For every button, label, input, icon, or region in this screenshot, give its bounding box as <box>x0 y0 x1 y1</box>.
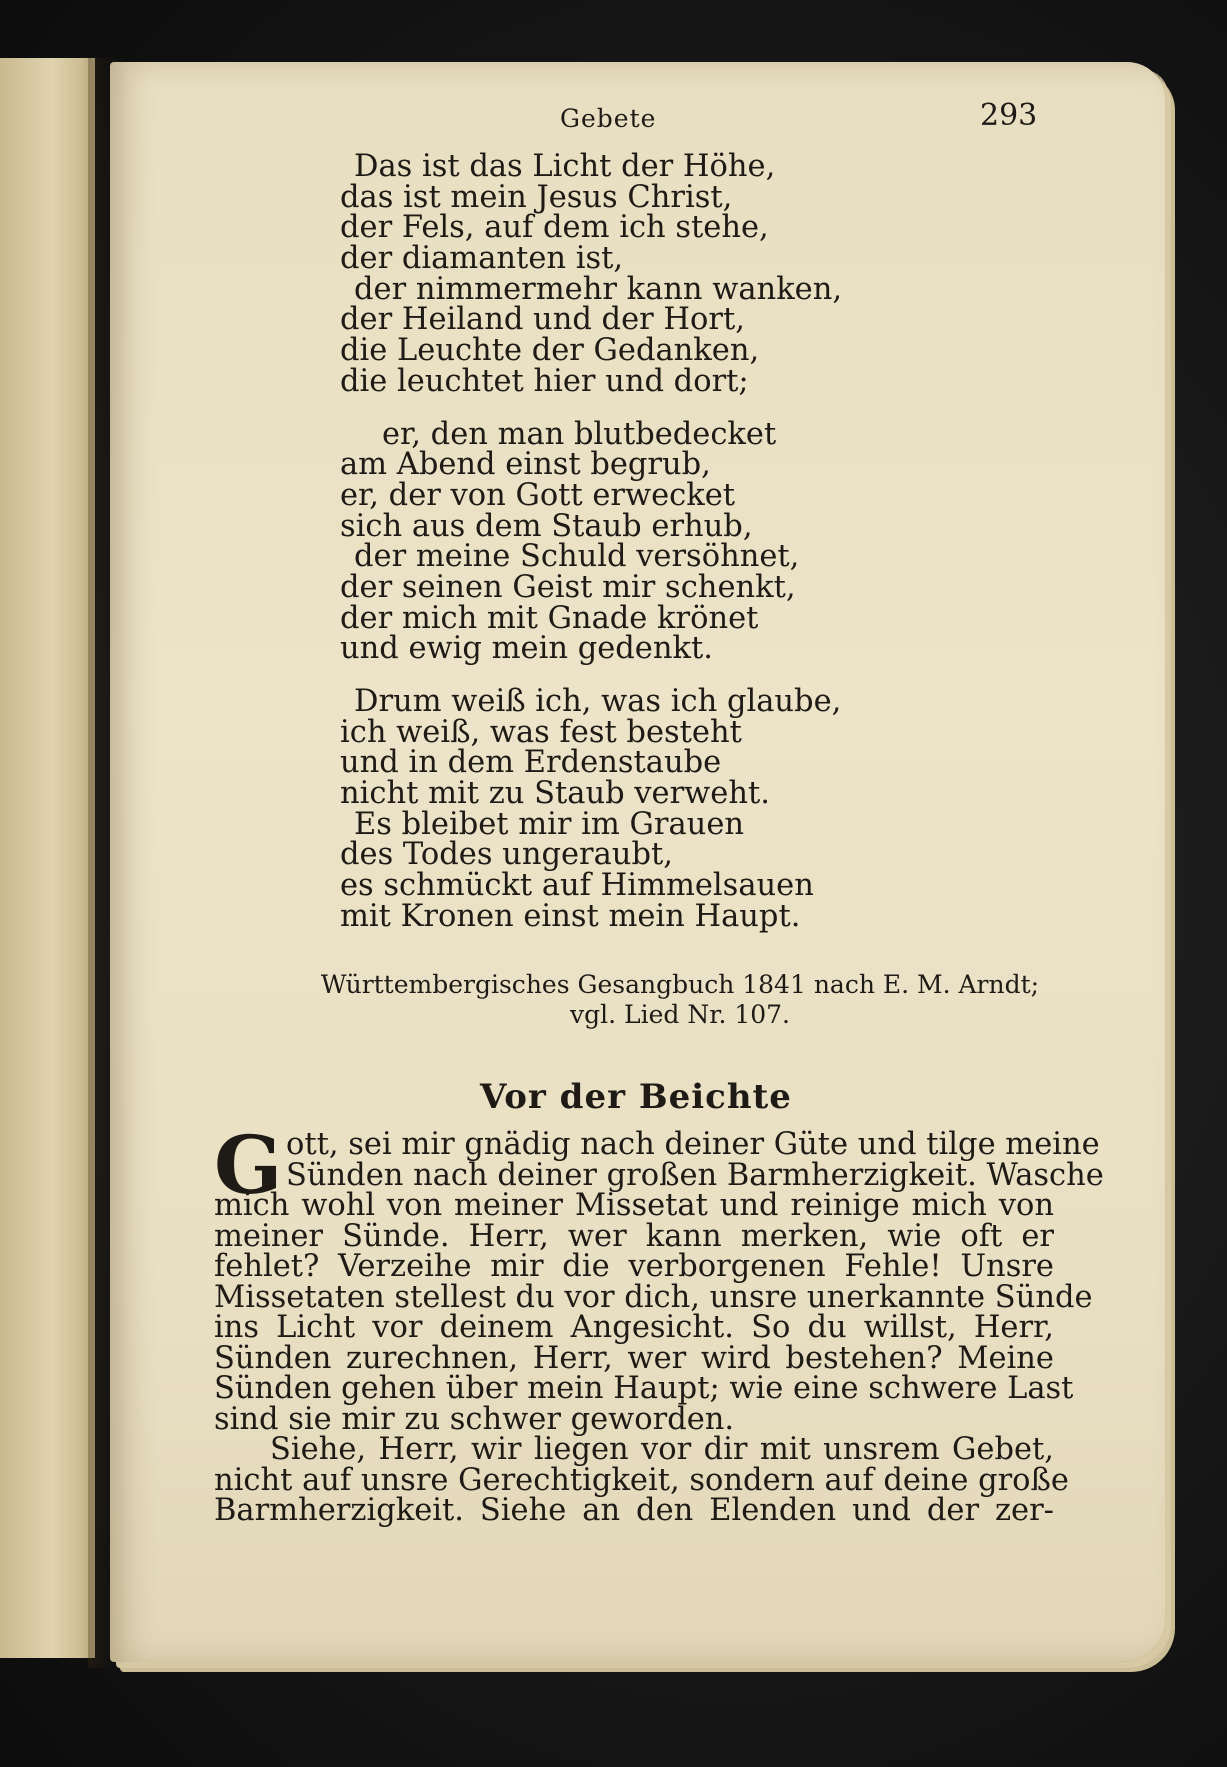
attribution-line-1: Württembergisches Gesangbuch 1841 nach E. M. Arndt; <box>320 970 1040 999</box>
poem-line: des Todes ungeraubt, <box>340 837 673 873</box>
poem-line: der diamanten ist, <box>340 241 624 277</box>
poem-line: der nimmermehr kann wanken, <box>354 271 843 307</box>
poem-line: am Abend einst begrub, <box>340 447 711 483</box>
prayer-line: nicht auf unsre Gerechtigkeit, sondern auf deine große <box>214 1462 1069 1498</box>
poem-line: Es bleibet mir im Grauen <box>354 806 745 842</box>
prayer-line: sind sie mir zu schwer geworden. <box>214 1401 735 1437</box>
poem-stanza-1 <box>340 149 1100 399</box>
prayer-line: Barmherzigkeit. Siehe an den Elenden und der zer- <box>214 1493 1054 1528</box>
poem <box>340 149 1100 934</box>
poem-stanza-2 <box>340 416 1100 667</box>
poem-line: der Heiland und der Hort, <box>340 302 745 338</box>
prayer-line: Sünden nach deiner großen Barmherzigkeit. Wasche <box>286 1157 1104 1193</box>
drop-cap: G <box>214 1118 283 1212</box>
section-heading: Vor der Beichte <box>480 1077 792 1117</box>
poem-line: nicht mit zu Staub verweht. <box>340 776 770 812</box>
attribution-line-2: vgl. Lied Nr. 107. <box>570 1000 790 1029</box>
prayer-line: Missetaten stellest du vor dich, unsre unerkannte Sünde <box>214 1279 1093 1315</box>
prayer-line: mich wohl von meiner Missetat und reinige mich von <box>214 1188 1054 1223</box>
prayer-line: fehlet? Verzeihe mir die verborgenen Fehle! Unsre <box>214 1249 1054 1284</box>
prayer-line: Sünden zurechnen, Herr, wer wird bestehen? Meine <box>214 1340 1054 1376</box>
prayer-line: Sünden gehen über mein Haupt; wie eine schwere Last <box>214 1371 1074 1406</box>
poem-line: der meine Schuld versöhnet, <box>354 539 800 575</box>
prayer-line: meiner Sünde. Herr, wer kann merken, wie oft er <box>214 1218 1054 1254</box>
poem-line: die Leuchte der Gedanken, <box>340 333 760 369</box>
poem-line: ich weiß, was fest besteht <box>340 714 742 750</box>
poem-line: er, der von Gott erwecket <box>340 477 736 513</box>
attribution <box>300 970 1060 1030</box>
poem-line: Drum weiß ich, was ich glaube, <box>354 684 842 719</box>
prayer-line: Siehe, Herr, wir liegen vor dir mit unsrem Gebet, <box>270 1432 1054 1467</box>
poem-line: und ewig mein gedenkt. <box>340 631 713 667</box>
poem-line: der mich mit Gnade krönet <box>340 600 759 636</box>
poem-line: sich aus dem Staub erhub, <box>340 508 753 544</box>
poem-line: der Fels, auf dem ich stehe, <box>340 210 769 246</box>
running-head: Gebete <box>560 104 657 133</box>
poem-line: mit Kronen einst mein Haupt. <box>340 898 801 934</box>
prayer-line: ott, sei mir gnädig nach deiner Güte und tilge meine <box>286 1127 1100 1162</box>
prayer-line: ins Licht vor deinem Angesicht. So du willst, Herr, <box>214 1310 1054 1345</box>
poem-line: Das ist das Licht der Höhe, <box>354 149 776 184</box>
poem-stanza-3 <box>340 684 1100 934</box>
poem-line: er, den man blutbedecket <box>382 416 777 452</box>
prayer-text <box>214 1118 1104 1528</box>
poem-line: der seinen Geist mir schenkt, <box>340 569 796 605</box>
poem-line: die leuchtet hier und dort; <box>340 363 749 399</box>
poem-line: und in dem Erdenstaube <box>340 745 722 781</box>
poem-line: es schmückt auf Himmelsauen <box>340 868 814 904</box>
page-number: 293 <box>980 98 1038 133</box>
poem-line: das ist mein Jesus Christ, <box>340 179 733 215</box>
